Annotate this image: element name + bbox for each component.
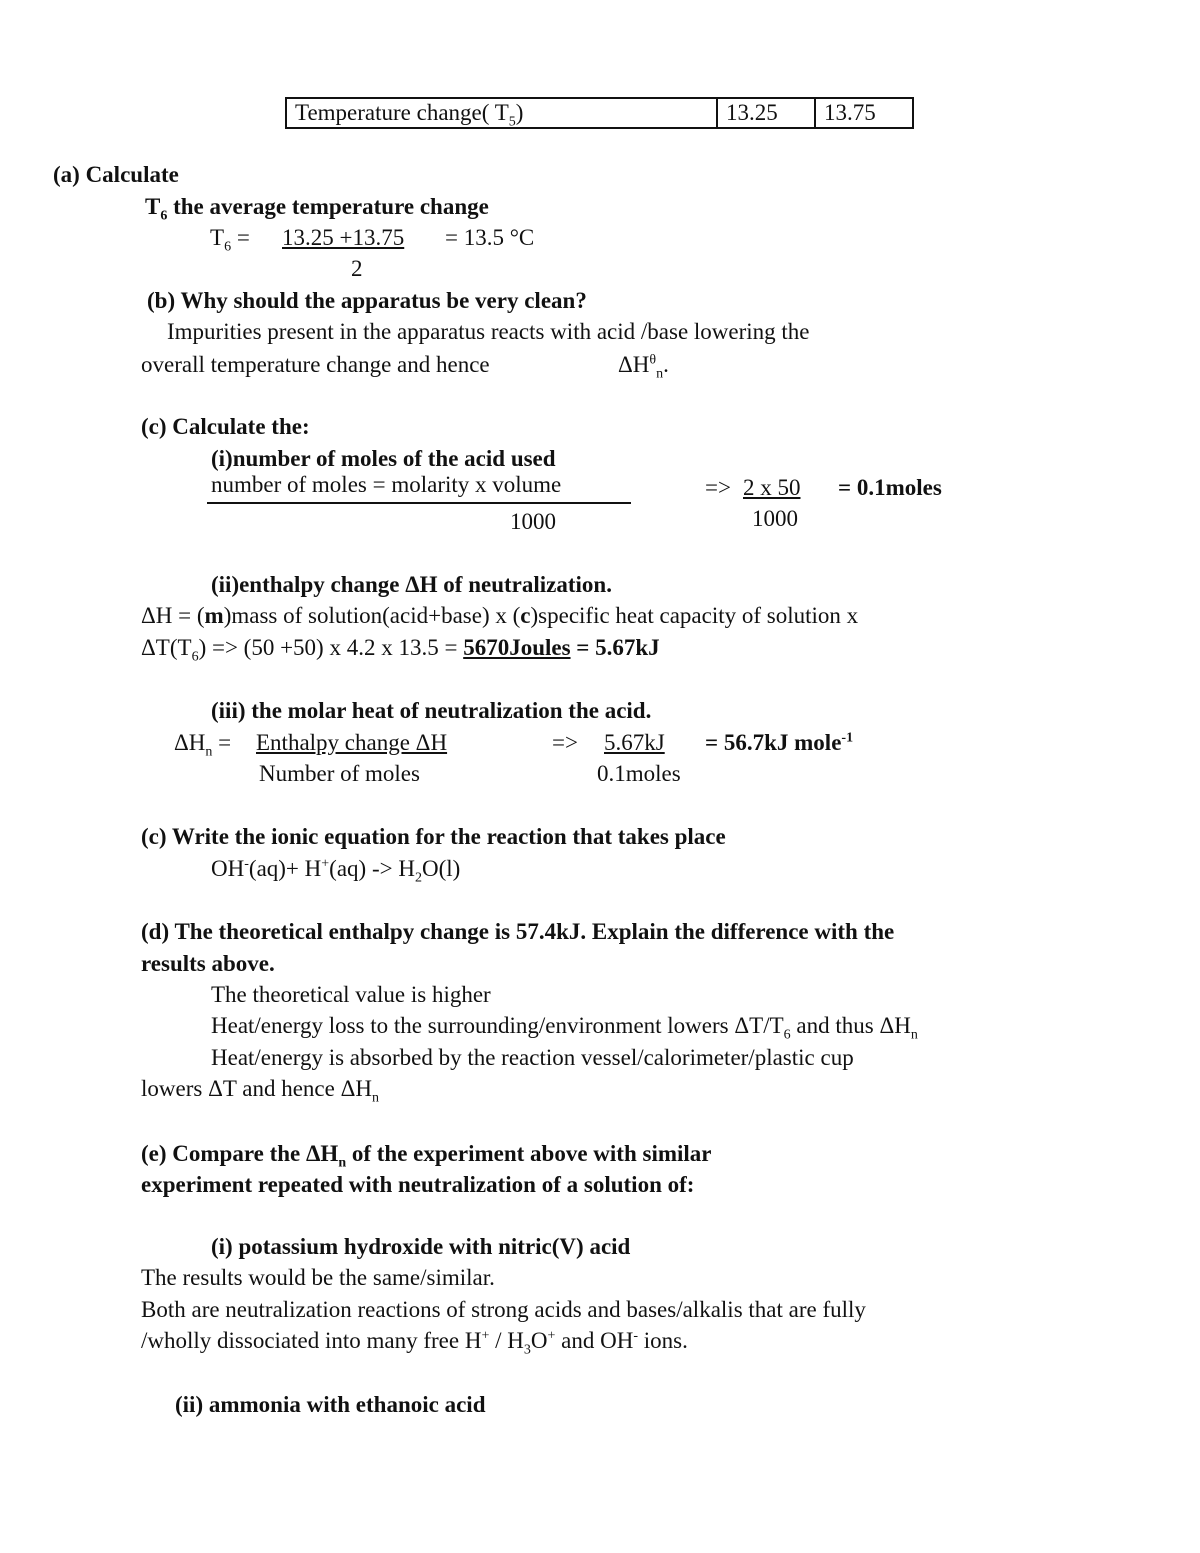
- eq-end: O(l): [421, 856, 461, 881]
- part-e-heading1: [141, 1139, 712, 1169]
- part-c-ii-line2: [141, 633, 660, 663]
- part-c-iii-result: [705, 728, 853, 758]
- e-l3-sup2: +: [547, 1328, 556, 1344]
- table-label-cell: [286, 98, 717, 128]
- part-b-line2: overall temperature change and hence: [141, 352, 490, 377]
- ii-l2-res: = 5.67kJ: [570, 635, 660, 660]
- part-d-heading2: results above.: [141, 951, 275, 976]
- part-c-iii-arrow: =>: [552, 730, 578, 755]
- ii-l2-val: 5670Joules: [463, 635, 571, 660]
- ii-l1-a: ΔH = (: [141, 603, 205, 628]
- part-a-eq-lhs: [210, 223, 250, 253]
- eq-oh: OH: [211, 856, 245, 881]
- dh-sup: θ: [649, 352, 657, 368]
- part-c-i-heading: (i)number of moles of the acid used: [211, 446, 556, 471]
- part-c-iii-val: 5.67kJ: [604, 730, 665, 755]
- part-e-ii-heading: (ii) ammonia with ethanoic acid: [175, 1392, 486, 1417]
- temperature-table: [285, 97, 914, 129]
- iii-result: = 56.7kJ mole: [705, 730, 842, 755]
- table-value-2: 13.75: [815, 98, 913, 128]
- part-e-i-line1: The results would be the same/similar.: [141, 1265, 495, 1290]
- e-l3-e: ions.: [638, 1328, 688, 1353]
- ii-l1-d: )specific heat capacity of solution x: [530, 603, 859, 628]
- eq-h2-sub: 2: [414, 870, 422, 886]
- part-c-i-formula: number of moles = molarity x volume: [211, 472, 562, 497]
- part-d-line2: [211, 1011, 918, 1041]
- e-l3-b: / H: [489, 1328, 524, 1353]
- table-label: Temperature change( T: [295, 100, 509, 125]
- part-a-heading: (a) Calculate: [53, 162, 179, 187]
- d-l2-sub: 6: [783, 1027, 791, 1043]
- iii-lhs: ΔH: [174, 730, 206, 755]
- dh-sub: n: [656, 366, 664, 382]
- part-b-heading: (b) Why should the apparatus be very clean?: [147, 288, 587, 313]
- dh-end: .: [663, 352, 669, 377]
- part-a-subheading: [145, 192, 489, 222]
- e-l3-sub: 3: [523, 1342, 531, 1358]
- ii-l2-sub: 6: [191, 649, 199, 665]
- part-c-ii-line1: [141, 601, 858, 631]
- e-h1-a: (e) Compare the ΔH: [141, 1141, 339, 1166]
- ii-l2-a: ΔT(T: [141, 635, 192, 660]
- d-l2-b: and thus ΔH: [790, 1013, 911, 1038]
- part-b-dh-symbol: [618, 350, 669, 380]
- e-h1-sub: n: [338, 1155, 347, 1171]
- part-c2-equation: [211, 854, 460, 884]
- part-c-iii-denom1: Number of moles: [259, 761, 420, 786]
- part-e-heading2: experiment repeated with neutralization of a solution of:: [141, 1172, 695, 1197]
- eq-arrow: (aq) -> H: [329, 856, 415, 881]
- part-d-line3: Heat/energy is absorbed by the reaction vessel/calorimeter/plastic cup: [211, 1045, 854, 1070]
- fraction-bar: [207, 502, 631, 504]
- part-c-iii-heading: (iii) the molar heat of neutralization the acid.: [211, 698, 652, 723]
- part-b-line1: Impurities present in the apparatus reacts with acid /base lowering the: [167, 319, 810, 344]
- part-c-i-denominator: 1000: [752, 506, 798, 531]
- d-l2-sub2: n: [910, 1027, 918, 1043]
- part-c-iii-denom2: 0.1moles: [597, 761, 681, 786]
- eq-t: T: [210, 225, 225, 250]
- d-l4-sub: n: [371, 1090, 379, 1106]
- part-d-heading1: (d) The theoretical enthalpy change is 57.4kJ. Explain the difference with the: [141, 919, 895, 944]
- dh-symbol: ΔH: [618, 352, 650, 377]
- iii-eq: =: [212, 730, 232, 755]
- ii-l2-b: ) => (50 +50) x 4.2 x 13.5 =: [198, 635, 464, 660]
- part-c-ii-heading: (ii)enthalpy change ΔH of neutralization.: [211, 572, 612, 597]
- ii-l1-b: )mass of solution(acid+base) x (: [223, 603, 521, 628]
- ii-l1-c: c: [520, 603, 531, 628]
- part-c-i-arrow: =>: [705, 475, 731, 500]
- e-l3-sup3: -: [633, 1328, 638, 1344]
- e-h1-b: of the experiment above with similar: [346, 1141, 712, 1166]
- part-c2-heading: (c) Write the ionic equation for the reaction that takes place: [141, 824, 726, 849]
- table-value-1: 13.25: [717, 98, 815, 128]
- part-c-i-formula-denom: 1000: [510, 509, 556, 534]
- part-a-eq-numerator: 13.25 +13.75: [282, 225, 405, 250]
- table-row: [286, 98, 913, 128]
- part-c-iii-numerator: Enthalpy change ΔH: [256, 730, 448, 755]
- table-label-sub: 5: [508, 114, 516, 130]
- part-a-sub-rest: the average temperature change: [167, 194, 489, 219]
- part-c-i-numerator: 2 x 50: [743, 475, 801, 500]
- part-d-line1: The theoretical value is higher: [211, 982, 491, 1007]
- eq-oh-sup: -: [244, 856, 249, 872]
- eq-t-sub: 6: [224, 239, 232, 255]
- table-label-end: ): [515, 100, 524, 125]
- part-c-i-result: = 0.1moles: [838, 475, 942, 500]
- ii-l1-m: m: [204, 603, 224, 628]
- e-l3-c: O: [530, 1328, 548, 1353]
- eq-h-sup: +: [321, 856, 330, 872]
- eq-mid: (aq)+ H: [248, 856, 322, 881]
- part-d-line4: [141, 1074, 379, 1104]
- part-e-i-line2: Both are neutralization reactions of strong acids and bases/alkalis that are fully: [141, 1297, 866, 1322]
- d-l2-a: Heat/energy loss to the surrounding/environment lowers ΔT/T: [211, 1013, 784, 1038]
- part-e-i-heading: (i) potassium hydroxide with nitric(V) acid: [211, 1234, 631, 1259]
- part-c-iii-lhs: [174, 728, 231, 758]
- iii-lhs-sub: n: [205, 744, 213, 760]
- e-l3-d: and OH: [555, 1328, 634, 1353]
- part-a-sub-t: T: [145, 194, 161, 219]
- part-e-i-line3: [141, 1326, 688, 1356]
- eq-equals: =: [231, 225, 250, 250]
- e-l3-sup1: +: [481, 1328, 490, 1344]
- e-l3-a: /wholly dissociated into many free H: [141, 1328, 482, 1353]
- part-a-eq-result: = 13.5 °C: [445, 225, 535, 250]
- part-c-heading: (c) Calculate the:: [141, 414, 310, 439]
- iii-result-sup: -1: [841, 730, 854, 746]
- part-a-sub-6: 6: [160, 208, 168, 224]
- part-a-eq-denominator: 2: [351, 256, 363, 281]
- d-l4-a: lowers ΔT and hence ΔH: [141, 1076, 372, 1101]
